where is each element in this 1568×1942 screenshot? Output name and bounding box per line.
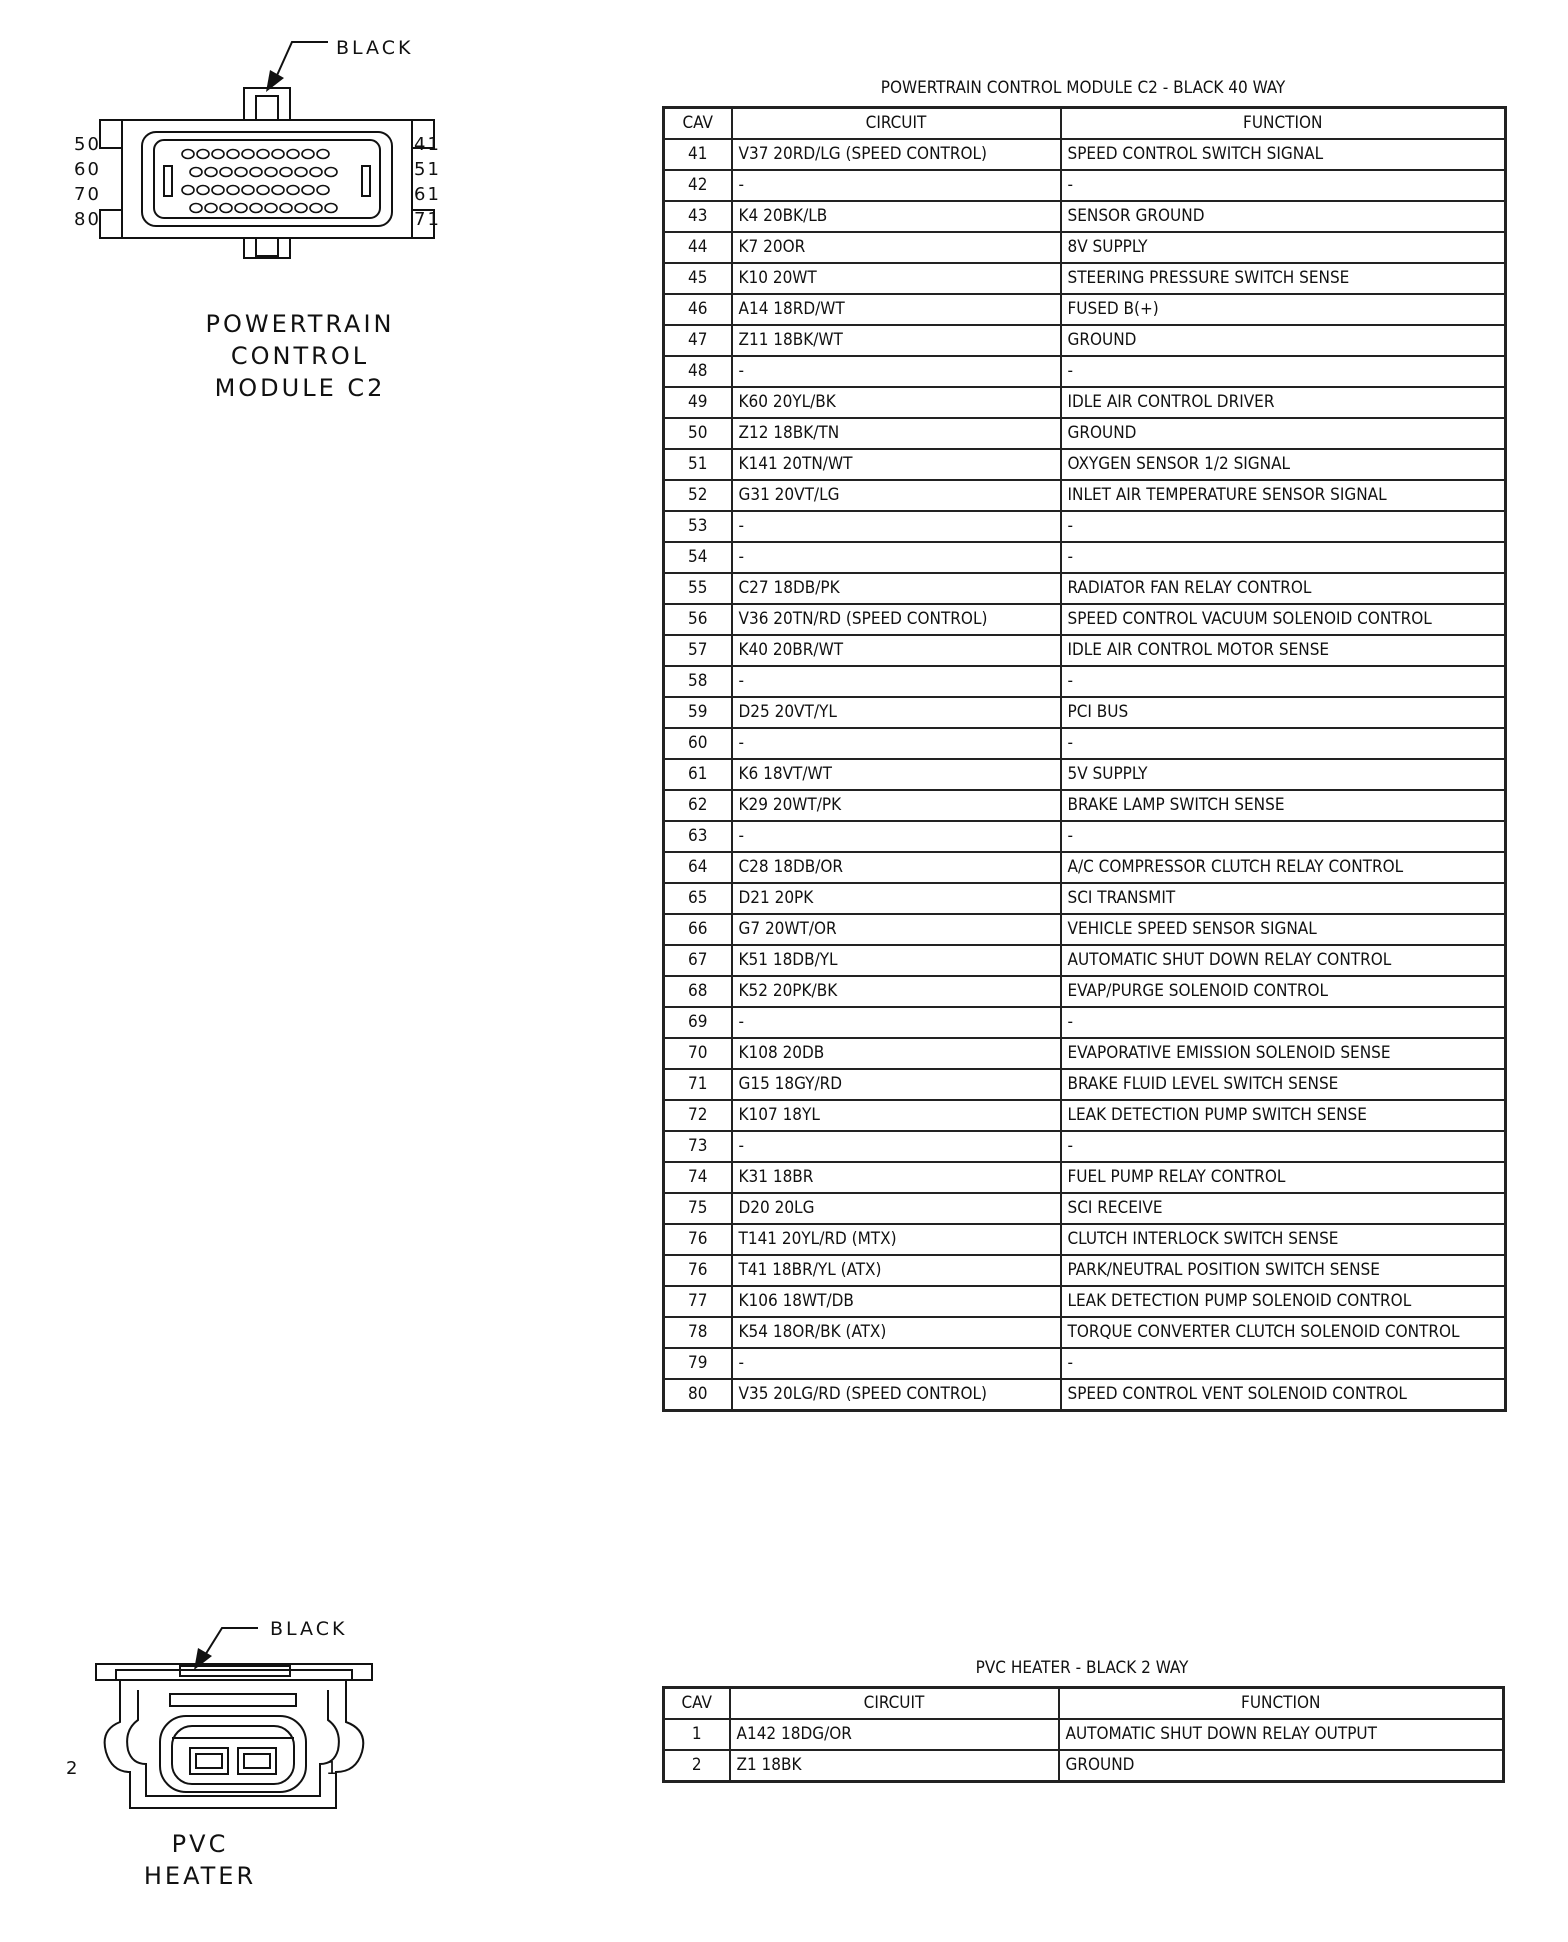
cav-cell: 51 bbox=[664, 449, 732, 480]
table-row bbox=[664, 1286, 1506, 1317]
header-function: FUNCTION bbox=[1061, 108, 1506, 140]
circuit-cell: K51 18DB/YL bbox=[732, 945, 1061, 976]
circuit-cell: V37 20RD/LG (SPEED CONTROL) bbox=[732, 139, 1061, 170]
table-row bbox=[664, 1348, 1506, 1379]
function-cell: STEERING PRESSURE SWITCH SENSE bbox=[1061, 263, 1506, 294]
circuit-cell: K6 18VT/WT bbox=[732, 759, 1061, 790]
pin-label: 61 bbox=[414, 184, 441, 205]
table-row bbox=[664, 139, 1506, 170]
cav-cell: 43 bbox=[664, 201, 732, 232]
pin-label: 41 bbox=[414, 134, 441, 155]
cav-cell: 72 bbox=[664, 1100, 732, 1131]
cav-cell: 61 bbox=[664, 759, 732, 790]
cav-cell: 66 bbox=[664, 914, 732, 945]
table-row bbox=[664, 542, 1506, 573]
table2-body bbox=[664, 1719, 1504, 1782]
circuit-cell: G15 18GY/RD bbox=[732, 1069, 1061, 1100]
function-cell: LEAK DETECTION PUMP SOLENOID CONTROL bbox=[1061, 1286, 1506, 1317]
connector-name-line: CONTROL bbox=[230, 342, 370, 370]
table-row bbox=[664, 1224, 1506, 1255]
pvc-heater-pinout-table bbox=[662, 1686, 1505, 1783]
function-cell: SPEED CONTROL VENT SOLENOID CONTROL bbox=[1061, 1379, 1506, 1411]
cav-cell: 42 bbox=[664, 170, 732, 201]
function-cell: FUEL PUMP RELAY CONTROL bbox=[1061, 1162, 1506, 1193]
function-cell: LEAK DETECTION PUMP SWITCH SENSE bbox=[1061, 1100, 1506, 1131]
table-row bbox=[664, 294, 1506, 325]
cav-cell: 70 bbox=[664, 1038, 732, 1069]
function-cell: GROUND bbox=[1059, 1750, 1504, 1782]
circuit-cell: T41 18BR/YL (ATX) bbox=[732, 1255, 1061, 1286]
circuit-cell: - bbox=[732, 1348, 1061, 1379]
cav-cell: 63 bbox=[664, 821, 732, 852]
cav-cell: 54 bbox=[664, 542, 732, 573]
cav-cell: 58 bbox=[664, 666, 732, 697]
circuit-cell: - bbox=[732, 542, 1061, 573]
function-cell: CLUTCH INTERLOCK SWITCH SENSE bbox=[1061, 1224, 1506, 1255]
cav-cell: 69 bbox=[664, 1007, 732, 1038]
connector-name-line: PVC bbox=[171, 1830, 229, 1858]
function-cell: SPEED CONTROL SWITCH SIGNAL bbox=[1061, 139, 1506, 170]
circuit-cell: D20 20LG bbox=[732, 1193, 1061, 1224]
function-cell: AUTOMATIC SHUT DOWN RELAY CONTROL bbox=[1061, 945, 1506, 976]
function-cell: INLET AIR TEMPERATURE SENSOR SIGNAL bbox=[1061, 480, 1506, 511]
function-cell: - bbox=[1061, 542, 1506, 573]
pin-label: 70 bbox=[74, 184, 101, 205]
connector-name-line: MODULE C2 bbox=[214, 374, 386, 402]
circuit-cell: K4 20BK/LB bbox=[732, 201, 1061, 232]
table-row bbox=[664, 418, 1506, 449]
circuit-cell: - bbox=[732, 1131, 1061, 1162]
cav-cell: 1 bbox=[664, 1719, 730, 1750]
table-row bbox=[664, 170, 1506, 201]
connector-name-line: POWERTRAIN bbox=[205, 310, 395, 338]
circuit-cell: K31 18BR bbox=[732, 1162, 1061, 1193]
black-leader-arrow-icon bbox=[266, 42, 328, 92]
table-row bbox=[664, 914, 1506, 945]
color-label-black-c2: BLACK bbox=[336, 37, 414, 59]
cav-cell: 76 bbox=[664, 1224, 732, 1255]
cav-cell: 2 bbox=[664, 1750, 730, 1782]
function-cell: BRAKE FLUID LEVEL SWITCH SENSE bbox=[1061, 1069, 1506, 1100]
table-row bbox=[664, 945, 1506, 976]
circuit-cell: V35 20LG/RD (SPEED CONTROL) bbox=[732, 1379, 1061, 1411]
table-row bbox=[664, 1007, 1506, 1038]
function-cell: IDLE AIR CONTROL MOTOR SENSE bbox=[1061, 635, 1506, 666]
circuit-cell: - bbox=[732, 821, 1061, 852]
color-label-black-pvc: BLACK bbox=[270, 1618, 348, 1640]
cav-cell: 52 bbox=[664, 480, 732, 511]
table-row bbox=[664, 697, 1506, 728]
circuit-cell: - bbox=[732, 1007, 1061, 1038]
circuit-cell: K29 20WT/PK bbox=[732, 790, 1061, 821]
table1-body bbox=[664, 139, 1506, 1411]
cav-cell: 79 bbox=[664, 1348, 732, 1379]
circuit-cell: - bbox=[732, 666, 1061, 697]
cav-cell: 68 bbox=[664, 976, 732, 1007]
table-row bbox=[664, 1069, 1506, 1100]
table-row bbox=[664, 759, 1506, 790]
circuit-cell: C28 18DB/OR bbox=[732, 852, 1061, 883]
table-header-row bbox=[664, 1688, 1504, 1720]
function-cell: - bbox=[1061, 666, 1506, 697]
circuit-cell: K108 20DB bbox=[732, 1038, 1061, 1069]
function-cell: GROUND bbox=[1061, 325, 1506, 356]
table1-caption: POWERTRAIN CONTROL MODULE C2 - BLACK 40 WAY bbox=[880, 78, 1286, 98]
circuit-cell: A142 18DG/OR bbox=[730, 1719, 1059, 1750]
function-cell: - bbox=[1061, 170, 1506, 201]
pin-labels-right bbox=[414, 132, 454, 232]
cav-cell: 49 bbox=[664, 387, 732, 418]
table-row bbox=[664, 449, 1506, 480]
table-row bbox=[664, 666, 1506, 697]
circuit-cell: K10 20WT bbox=[732, 263, 1061, 294]
function-cell: IDLE AIR CONTROL DRIVER bbox=[1061, 387, 1506, 418]
function-cell: PCI BUS bbox=[1061, 697, 1506, 728]
cav-cell: 55 bbox=[664, 573, 732, 604]
function-cell: - bbox=[1061, 1131, 1506, 1162]
circuit-cell: D25 20VT/YL bbox=[732, 697, 1061, 728]
cav-cell: 77 bbox=[664, 1286, 732, 1317]
function-cell: VEHICLE SPEED SENSOR SIGNAL bbox=[1061, 914, 1506, 945]
function-cell: 8V SUPPLY bbox=[1061, 232, 1506, 263]
header-circuit: CIRCUIT bbox=[730, 1688, 1059, 1720]
pin-label: 50 bbox=[74, 134, 101, 155]
circuit-cell: - bbox=[732, 170, 1061, 201]
function-cell: EVAPORATIVE EMISSION SOLENOID SENSE bbox=[1061, 1038, 1506, 1069]
circuit-cell: Z1 18BK bbox=[730, 1750, 1059, 1782]
function-cell: SCI TRANSMIT bbox=[1061, 883, 1506, 914]
function-cell: - bbox=[1061, 821, 1506, 852]
function-cell: SCI RECEIVE bbox=[1061, 1193, 1506, 1224]
header-cav: CAV bbox=[664, 108, 732, 140]
cav-cell: 57 bbox=[664, 635, 732, 666]
table-row bbox=[664, 325, 1506, 356]
pin-labels-left bbox=[74, 132, 114, 232]
cav-cell: 45 bbox=[664, 263, 732, 294]
cav-cell: 64 bbox=[664, 852, 732, 883]
table-row bbox=[664, 232, 1506, 263]
pin-label: 80 bbox=[74, 209, 101, 230]
header-function: FUNCTION bbox=[1059, 1688, 1504, 1720]
table-row bbox=[664, 387, 1506, 418]
pcm-c2-connector-diagram bbox=[70, 30, 470, 260]
table-row bbox=[664, 635, 1506, 666]
cav-cell: 60 bbox=[664, 728, 732, 759]
circuit-cell: - bbox=[732, 728, 1061, 759]
table-row bbox=[664, 201, 1506, 232]
function-cell: PARK/NEUTRAL POSITION SWITCH SENSE bbox=[1061, 1255, 1506, 1286]
function-cell: FUSED B(+) bbox=[1061, 294, 1506, 325]
pvc-pin-label-left: 2 bbox=[66, 1758, 80, 1779]
cav-cell: 53 bbox=[664, 511, 732, 542]
function-cell: - bbox=[1061, 511, 1506, 542]
table-row bbox=[664, 1131, 1506, 1162]
cav-cell: 78 bbox=[664, 1317, 732, 1348]
pcm-c2-pin-cavities bbox=[182, 150, 337, 213]
circuit-cell: C27 18DB/PK bbox=[732, 573, 1061, 604]
function-cell: A/C COMPRESSOR CLUTCH RELAY CONTROL bbox=[1061, 852, 1506, 883]
table-row bbox=[664, 356, 1506, 387]
cav-cell: 47 bbox=[664, 325, 732, 356]
table-row bbox=[664, 790, 1506, 821]
table-row bbox=[664, 263, 1506, 294]
function-cell: TORQUE CONVERTER CLUTCH SOLENOID CONTROL bbox=[1061, 1317, 1506, 1348]
function-cell: AUTOMATIC SHUT DOWN RELAY OUTPUT bbox=[1059, 1719, 1504, 1750]
cav-cell: 73 bbox=[664, 1131, 732, 1162]
function-cell: - bbox=[1061, 1348, 1506, 1379]
cav-cell: 76 bbox=[664, 1255, 732, 1286]
circuit-cell: V36 20TN/RD (SPEED CONTROL) bbox=[732, 604, 1061, 635]
circuit-cell: - bbox=[732, 511, 1061, 542]
cav-cell: 71 bbox=[664, 1069, 732, 1100]
circuit-cell: Z11 18BK/WT bbox=[732, 325, 1061, 356]
circuit-cell: K54 18OR/BK (ATX) bbox=[732, 1317, 1061, 1348]
header-circuit: CIRCUIT bbox=[732, 108, 1061, 140]
circuit-cell: G31 20VT/LG bbox=[732, 480, 1061, 511]
circuit-cell: T141 20YL/RD (MTX) bbox=[732, 1224, 1061, 1255]
connector-name-line: HEATER bbox=[143, 1862, 257, 1890]
circuit-cell: K60 20YL/BK bbox=[732, 387, 1061, 418]
function-cell: SPEED CONTROL VACUUM SOLENOID CONTROL bbox=[1061, 604, 1506, 635]
circuit-cell: K52 20PK/BK bbox=[732, 976, 1061, 1007]
table-row bbox=[664, 1162, 1506, 1193]
pvc-pin-label-right: 1 bbox=[326, 1758, 340, 1779]
circuit-cell: A14 18RD/WT bbox=[732, 294, 1061, 325]
function-cell: GROUND bbox=[1061, 418, 1506, 449]
table-row bbox=[664, 1100, 1506, 1131]
pcm-c2-connector-name bbox=[150, 308, 450, 404]
pin-label: 71 bbox=[414, 209, 441, 230]
table-row bbox=[664, 1750, 1504, 1782]
table-row bbox=[664, 1379, 1506, 1411]
pin-label: 60 bbox=[74, 159, 101, 180]
table-row bbox=[664, 511, 1506, 542]
function-cell: EVAP/PURGE SOLENOID CONTROL bbox=[1061, 976, 1506, 1007]
cav-cell: 48 bbox=[664, 356, 732, 387]
table-header-row bbox=[664, 108, 1506, 140]
cav-cell: 41 bbox=[664, 139, 732, 170]
pcm-c2-connector-drawing bbox=[70, 30, 470, 260]
cav-cell: 56 bbox=[664, 604, 732, 635]
table-row bbox=[664, 821, 1506, 852]
table-row bbox=[664, 1038, 1506, 1069]
cav-cell: 67 bbox=[664, 945, 732, 976]
function-cell: 5V SUPPLY bbox=[1061, 759, 1506, 790]
cav-cell: 44 bbox=[664, 232, 732, 263]
function-cell: SENSOR GROUND bbox=[1061, 201, 1506, 232]
table-row bbox=[664, 573, 1506, 604]
pvc-heater-connector-name bbox=[100, 1828, 300, 1892]
table-row bbox=[664, 883, 1506, 914]
table-row bbox=[664, 1317, 1506, 1348]
header-cav: CAV bbox=[664, 1688, 730, 1720]
table-row bbox=[664, 1255, 1506, 1286]
function-cell: OXYGEN SENSOR 1/2 SIGNAL bbox=[1061, 449, 1506, 480]
cav-cell: 62 bbox=[664, 790, 732, 821]
cav-cell: 80 bbox=[664, 1379, 732, 1411]
pcm-c2-pinout-table bbox=[662, 106, 1507, 1412]
circuit-cell: G7 20WT/OR bbox=[732, 914, 1061, 945]
table-row bbox=[664, 852, 1506, 883]
function-cell: - bbox=[1061, 728, 1506, 759]
table-row bbox=[664, 1719, 1504, 1750]
table-row bbox=[664, 728, 1506, 759]
circuit-cell: Z12 18BK/TN bbox=[732, 418, 1061, 449]
circuit-cell: K141 20TN/WT bbox=[732, 449, 1061, 480]
function-cell: BRAKE LAMP SWITCH SENSE bbox=[1061, 790, 1506, 821]
circuit-cell: D21 20PK bbox=[732, 883, 1061, 914]
cav-cell: 74 bbox=[664, 1162, 732, 1193]
table-row bbox=[664, 604, 1506, 635]
cav-cell: 50 bbox=[664, 418, 732, 449]
circuit-cell: K107 18YL bbox=[732, 1100, 1061, 1131]
table2-caption: PVC HEATER - BLACK 2 WAY bbox=[975, 1658, 1189, 1678]
cav-cell: 59 bbox=[664, 697, 732, 728]
pvc-heater-connector-drawing bbox=[90, 1612, 420, 1832]
table-row bbox=[664, 1193, 1506, 1224]
function-cell: - bbox=[1061, 356, 1506, 387]
pin-label: 51 bbox=[414, 159, 441, 180]
table-row bbox=[664, 480, 1506, 511]
cav-cell: 46 bbox=[664, 294, 732, 325]
circuit-cell: - bbox=[732, 356, 1061, 387]
cav-cell: 65 bbox=[664, 883, 732, 914]
table-row bbox=[664, 976, 1506, 1007]
circuit-cell: K106 18WT/DB bbox=[732, 1286, 1061, 1317]
circuit-cell: K40 20BR/WT bbox=[732, 635, 1061, 666]
function-cell: - bbox=[1061, 1007, 1506, 1038]
pvc-heater-connector-diagram bbox=[90, 1612, 420, 1832]
function-cell: RADIATOR FAN RELAY CONTROL bbox=[1061, 573, 1506, 604]
circuit-cell: K7 20OR bbox=[732, 232, 1061, 263]
cav-cell: 75 bbox=[664, 1193, 732, 1224]
